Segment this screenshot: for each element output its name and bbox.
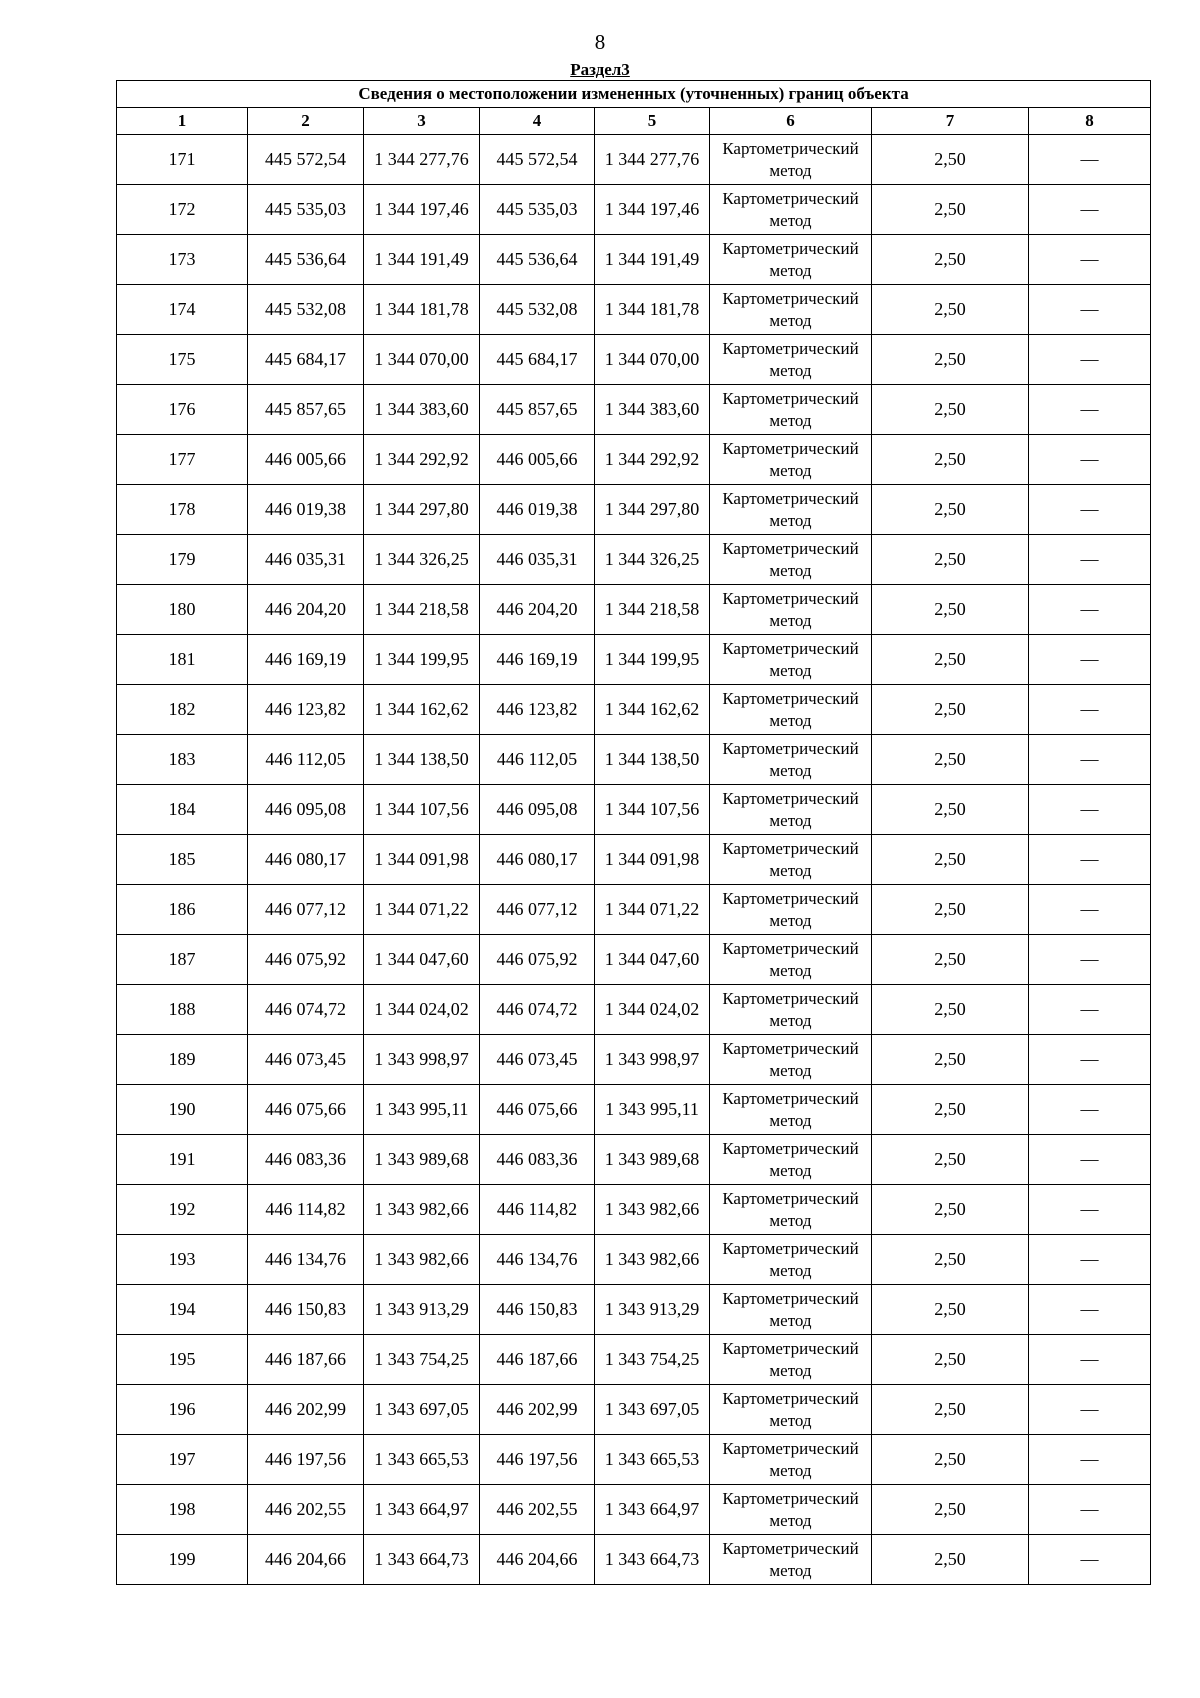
table-cell-col-2: 446 075,92: [248, 935, 364, 985]
table-cell-col-3: 1 344 091,98: [364, 835, 480, 885]
table-cell-col-6: Картометрический метод: [710, 635, 872, 685]
table-cell-col-1: 192: [117, 1185, 248, 1235]
table-cell-col-1: 188: [117, 985, 248, 1035]
table-row: [117, 885, 1151, 935]
table-cell-col-8: —: [1029, 1435, 1151, 1485]
table-cell-col-3: 1 344 297,80: [364, 485, 480, 535]
table-row: [117, 385, 1151, 435]
table-cell-col-5: 1 344 024,02: [595, 985, 710, 1035]
table-cell-col-4: 445 532,08: [480, 285, 595, 335]
table-cell-col-6: Картометрический метод: [710, 685, 872, 735]
table-cell-col-1: 197: [117, 1435, 248, 1485]
table-cell-col-6: Картометрический метод: [710, 285, 872, 335]
table-cell-col-5: 1 344 107,56: [595, 785, 710, 835]
table-cell-col-3: 1 344 107,56: [364, 785, 480, 835]
table-cell-col-3: 1 344 162,62: [364, 685, 480, 735]
table-cell-col-5: 1 344 197,46: [595, 185, 710, 235]
table-cell-col-7: 2,50: [872, 185, 1029, 235]
table-cell-col-2: 446 035,31: [248, 535, 364, 585]
table-row: [117, 1385, 1151, 1435]
table-cell-col-2: 446 019,38: [248, 485, 364, 535]
table-cell-col-7: 2,50: [872, 685, 1029, 735]
table-cell-col-2: 445 684,17: [248, 335, 364, 385]
table-cell-col-1: 189: [117, 1035, 248, 1085]
table-cell-col-2: 446 204,20: [248, 585, 364, 635]
table-cell-col-8: —: [1029, 1485, 1151, 1535]
table-row: [117, 785, 1151, 835]
table-cell-col-4: 446 197,56: [480, 1435, 595, 1485]
table-cell-col-4: 446 005,66: [480, 435, 595, 485]
table-row: [117, 285, 1151, 335]
table-cell-col-8: —: [1029, 1085, 1151, 1135]
table-cell-col-4: 446 074,72: [480, 985, 595, 1035]
table-cell-col-2: 445 535,03: [248, 185, 364, 235]
table-cell-col-3: 1 343 995,11: [364, 1085, 480, 1135]
table-cell-col-1: 193: [117, 1235, 248, 1285]
table-cell-col-2: 445 532,08: [248, 285, 364, 335]
table-cell-col-3: 1 344 181,78: [364, 285, 480, 335]
table-row: [117, 585, 1151, 635]
table-cell-col-5: 1 344 297,80: [595, 485, 710, 535]
table-cell-col-1: 186: [117, 885, 248, 935]
table-cell-col-4: 446 075,66: [480, 1085, 595, 1135]
table-cell-col-1: 195: [117, 1335, 248, 1385]
table-cell-col-7: 2,50: [872, 585, 1029, 635]
table-cell-col-7: 2,50: [872, 285, 1029, 335]
table-cell-col-2: 446 114,82: [248, 1185, 364, 1235]
table-cell-col-2: 446 112,05: [248, 735, 364, 785]
table-cell-col-5: 1 343 995,11: [595, 1085, 710, 1135]
table-cell-col-4: 445 536,64: [480, 235, 595, 285]
table-cell-col-6: Картометрический метод: [710, 1235, 872, 1285]
table-cell-col-4: 446 035,31: [480, 535, 595, 585]
column-number-3: 3: [364, 108, 480, 135]
table-cell-col-6: Картометрический метод: [710, 1435, 872, 1485]
table-cell-col-5: 1 343 697,05: [595, 1385, 710, 1435]
table-cell-col-5: 1 343 913,29: [595, 1285, 710, 1335]
table-cell-col-6: Картометрический метод: [710, 1385, 872, 1435]
table-cell-col-3: 1 343 754,25: [364, 1335, 480, 1385]
table-cell-col-2: 446 077,12: [248, 885, 364, 935]
table-cell-col-6: Картометрический метод: [710, 785, 872, 835]
table-cell-col-5: 1 344 162,62: [595, 685, 710, 735]
table-row: [117, 1085, 1151, 1135]
table-cell-col-3: 1 343 697,05: [364, 1385, 480, 1435]
table-cell-col-3: 1 343 665,53: [364, 1435, 480, 1485]
table-cell-col-5: 1 344 218,58: [595, 585, 710, 635]
table-cell-col-7: 2,50: [872, 735, 1029, 785]
table-row: [117, 1485, 1151, 1535]
table-cell-col-6: Картометрический метод: [710, 1085, 872, 1135]
table-cell-col-1: 176: [117, 385, 248, 435]
table-cell-col-6: Картометрический метод: [710, 435, 872, 485]
table-cell-col-3: 1 344 024,02: [364, 985, 480, 1035]
table-cell-col-4: 446 075,92: [480, 935, 595, 985]
table-cell-col-1: 194: [117, 1285, 248, 1335]
column-number-2: 2: [248, 108, 364, 135]
table-cell-col-2: 446 197,56: [248, 1435, 364, 1485]
table-cell-col-2: 446 187,66: [248, 1335, 364, 1385]
table-cell-col-1: 191: [117, 1135, 248, 1185]
table-cell-col-5: 1 344 199,95: [595, 635, 710, 685]
table-cell-col-4: 445 857,65: [480, 385, 595, 435]
table-cell-col-7: 2,50: [872, 235, 1029, 285]
table-cell-col-5: 1 343 989,68: [595, 1135, 710, 1185]
table-cell-col-6: Картометрический метод: [710, 485, 872, 535]
table-cell-col-3: 1 344 292,92: [364, 435, 480, 485]
table-cell-col-7: 2,50: [872, 1085, 1029, 1135]
table-cell-col-7: 2,50: [872, 885, 1029, 935]
table-cell-col-7: 2,50: [872, 135, 1029, 185]
table-cell-col-1: 173: [117, 235, 248, 285]
table-cell-col-7: 2,50: [872, 985, 1029, 1035]
table-cell-col-7: 2,50: [872, 1135, 1029, 1185]
table-cell-col-8: —: [1029, 535, 1151, 585]
table-cell-col-4: 445 572,54: [480, 135, 595, 185]
table-cell-col-7: 2,50: [872, 1285, 1029, 1335]
table-cell-col-6: Картометрический метод: [710, 835, 872, 885]
table-cell-col-5: 1 343 665,53: [595, 1435, 710, 1485]
table-cell-col-1: 171: [117, 135, 248, 185]
table-cell-col-3: 1 344 197,46: [364, 185, 480, 235]
table-cell-col-4: 445 684,17: [480, 335, 595, 385]
table-cell-col-3: 1 344 383,60: [364, 385, 480, 435]
table-cell-col-5: 1 344 277,76: [595, 135, 710, 185]
table-cell-col-5: 1 344 292,92: [595, 435, 710, 485]
table-cell-col-2: 446 134,76: [248, 1235, 364, 1285]
table-cell-col-7: 2,50: [872, 535, 1029, 585]
table-cell-col-6: Картометрический метод: [710, 1535, 872, 1585]
table-cell-col-1: 190: [117, 1085, 248, 1135]
table-cell-col-8: —: [1029, 985, 1151, 1035]
table-row: [117, 535, 1151, 585]
table-cell-col-3: 1 344 071,22: [364, 885, 480, 935]
table-cell-col-8: —: [1029, 1385, 1151, 1435]
table-cell-col-4: 446 112,05: [480, 735, 595, 785]
table-cell-col-5: 1 344 047,60: [595, 935, 710, 985]
table-cell-col-2: 445 572,54: [248, 135, 364, 185]
table-row: [117, 1135, 1151, 1185]
table-cell-col-5: 1 344 091,98: [595, 835, 710, 885]
table-row: [117, 835, 1151, 885]
table-cell-col-4: 446 187,66: [480, 1335, 595, 1385]
table-cell-col-2: 446 080,17: [248, 835, 364, 885]
table-cell-col-4: 446 114,82: [480, 1185, 595, 1235]
table-cell-col-6: Картометрический метод: [710, 235, 872, 285]
table-cell-col-8: —: [1029, 485, 1151, 535]
table-row: [117, 485, 1151, 535]
table-cell-col-8: —: [1029, 1335, 1151, 1385]
table-cell-col-5: 1 343 998,97: [595, 1035, 710, 1085]
table-cell-col-5: 1 344 383,60: [595, 385, 710, 435]
table-cell-col-2: 446 073,45: [248, 1035, 364, 1085]
table-cell-col-6: Картометрический метод: [710, 935, 872, 985]
table-cell-col-1: 172: [117, 185, 248, 235]
table-cell-col-8: —: [1029, 285, 1151, 335]
table-row: [117, 435, 1151, 485]
table-cell-col-2: 446 095,08: [248, 785, 364, 835]
table-cell-col-8: —: [1029, 135, 1151, 185]
table-row: [117, 635, 1151, 685]
table-cell-col-4: 446 083,36: [480, 1135, 595, 1185]
table-cell-col-4: 446 077,12: [480, 885, 595, 935]
table-cell-col-2: 446 150,83: [248, 1285, 364, 1335]
table-cell-col-5: 1 343 754,25: [595, 1335, 710, 1385]
column-number-1: 1: [117, 108, 248, 135]
table-row: [117, 1335, 1151, 1385]
table-cell-col-2: 445 857,65: [248, 385, 364, 435]
table-cell-col-3: 1 344 326,25: [364, 535, 480, 585]
table-cell-col-7: 2,50: [872, 1185, 1029, 1235]
table-cell-col-8: —: [1029, 835, 1151, 885]
table-cell-col-1: 187: [117, 935, 248, 985]
column-number-4: 4: [480, 108, 595, 135]
section-title: Раздел3: [570, 60, 630, 79]
table-cell-col-1: 182: [117, 685, 248, 735]
table-cell-col-3: 1 343 913,29: [364, 1285, 480, 1335]
table-cell-col-7: 2,50: [872, 1485, 1029, 1535]
table-cell-col-6: Картометрический метод: [710, 1485, 872, 1535]
table-cell-col-6: Картометрический метод: [710, 1035, 872, 1085]
table-cell-col-6: Картометрический метод: [710, 185, 872, 235]
table-cell-col-3: 1 343 998,97: [364, 1035, 480, 1085]
table-cell-col-1: 174: [117, 285, 248, 335]
table-cell-col-7: 2,50: [872, 835, 1029, 885]
table-cell-col-5: 1 343 664,97: [595, 1485, 710, 1535]
table-cell-col-8: —: [1029, 435, 1151, 485]
table-cell-col-4: 446 150,83: [480, 1285, 595, 1335]
table-cell-col-7: 2,50: [872, 1385, 1029, 1435]
table-cell-col-8: —: [1029, 385, 1151, 435]
table-row: [117, 135, 1151, 185]
table-cell-col-4: 446 169,19: [480, 635, 595, 685]
table-cell-col-2: 446 123,82: [248, 685, 364, 735]
table-cell-col-6: Картометрический метод: [710, 1335, 872, 1385]
table-cell-col-4: 445 535,03: [480, 185, 595, 235]
table-caption: Сведения о местоположении измененных (уточненных) границ объекта: [117, 81, 1151, 108]
table-cell-col-2: 446 202,55: [248, 1485, 364, 1535]
column-number-5: 5: [595, 108, 710, 135]
table-cell-col-8: —: [1029, 785, 1151, 835]
table-cell-col-8: —: [1029, 1035, 1151, 1085]
table-cell-col-8: —: [1029, 1135, 1151, 1185]
table-cell-col-3: 1 344 070,00: [364, 335, 480, 385]
column-number-6: 6: [710, 108, 872, 135]
table-cell-col-2: 446 202,99: [248, 1385, 364, 1435]
table-cell-col-2: 446 204,66: [248, 1535, 364, 1585]
table-cell-col-3: 1 343 664,97: [364, 1485, 480, 1535]
table-cell-col-3: 1 344 138,50: [364, 735, 480, 785]
table-cell-col-4: 446 080,17: [480, 835, 595, 885]
table-cell-col-4: 446 134,76: [480, 1235, 595, 1285]
table-cell-col-8: —: [1029, 335, 1151, 385]
table-cell-col-6: Картометрический метод: [710, 1285, 872, 1335]
boundary-table: [116, 80, 1151, 1585]
table-cell-col-5: 1 344 191,49: [595, 235, 710, 285]
table-cell-col-5: 1 344 138,50: [595, 735, 710, 785]
table-cell-col-7: 2,50: [872, 1335, 1029, 1385]
table-cell-col-7: 2,50: [872, 435, 1029, 485]
table-cell-col-7: 2,50: [872, 335, 1029, 385]
table-cell-col-7: 2,50: [872, 1235, 1029, 1285]
table-cell-col-3: 1 344 218,58: [364, 585, 480, 635]
table-cell-col-6: Картометрический метод: [710, 385, 872, 435]
table-cell-col-3: 1 343 982,66: [364, 1235, 480, 1285]
table-cell-col-8: —: [1029, 685, 1151, 735]
table-cell-col-1: 180: [117, 585, 248, 635]
table-cell-col-8: —: [1029, 235, 1151, 285]
table-row: [117, 1435, 1151, 1485]
table-cell-col-8: —: [1029, 735, 1151, 785]
table-cell-col-1: 198: [117, 1485, 248, 1535]
table-cell-col-4: 446 204,66: [480, 1535, 595, 1585]
page-number: 8: [594, 30, 606, 54]
table-cell-col-5: 1 344 070,00: [595, 335, 710, 385]
table-cell-col-4: 446 202,55: [480, 1485, 595, 1535]
table-row: [117, 185, 1151, 235]
table-cell-col-1: 175: [117, 335, 248, 385]
table-cell-col-3: 1 343 664,73: [364, 1535, 480, 1585]
table-cell-col-4: 446 095,08: [480, 785, 595, 835]
table-cell-col-3: 1 344 199,95: [364, 635, 480, 685]
table-row: [117, 1535, 1151, 1585]
table-cell-col-5: 1 343 982,66: [595, 1235, 710, 1285]
table-cell-col-1: 181: [117, 635, 248, 685]
table-row: [117, 1185, 1151, 1235]
table-cell-col-8: —: [1029, 1185, 1151, 1235]
table-cell-col-7: 2,50: [872, 385, 1029, 435]
table-cell-col-5: 1 344 326,25: [595, 535, 710, 585]
table-cell-col-2: 446 005,66: [248, 435, 364, 485]
table-cell-col-8: —: [1029, 1235, 1151, 1285]
table-cell-col-2: 446 083,36: [248, 1135, 364, 1185]
table-cell-col-7: 2,50: [872, 785, 1029, 835]
table-cell-col-3: 1 343 982,66: [364, 1185, 480, 1235]
table-row: [117, 235, 1151, 285]
table-cell-col-6: Картометрический метод: [710, 885, 872, 935]
table-row: [117, 735, 1151, 785]
column-number-row: [117, 108, 1151, 135]
table-row: [117, 1285, 1151, 1335]
table-cell-col-3: 1 343 989,68: [364, 1135, 480, 1185]
table-cell-col-6: Картометрический метод: [710, 335, 872, 385]
table-cell-col-7: 2,50: [872, 635, 1029, 685]
table-cell-col-2: 446 169,19: [248, 635, 364, 685]
table-cell-col-4: 446 019,38: [480, 485, 595, 535]
table-cell-col-4: 446 202,99: [480, 1385, 595, 1435]
table-cell-col-2: 446 074,72: [248, 985, 364, 1035]
table-cell-col-6: Картометрический метод: [710, 585, 872, 635]
table-cell-col-4: 446 073,45: [480, 1035, 595, 1085]
table-cell-col-1: 196: [117, 1385, 248, 1435]
table-cell-col-5: 1 343 664,73: [595, 1535, 710, 1585]
table-cell-col-6: Картометрический метод: [710, 135, 872, 185]
table-row: [117, 1235, 1151, 1285]
table-cell-col-1: 177: [117, 435, 248, 485]
table-cell-col-6: Картометрический метод: [710, 735, 872, 785]
table-cell-col-5: 1 344 181,78: [595, 285, 710, 335]
table-cell-col-3: 1 344 191,49: [364, 235, 480, 285]
table-cell-col-7: 2,50: [872, 1535, 1029, 1585]
table-cell-col-4: 446 204,20: [480, 585, 595, 635]
table-row: [117, 1035, 1151, 1085]
table-cell-col-7: 2,50: [872, 485, 1029, 535]
table-cell-col-1: 179: [117, 535, 248, 585]
table-cell-col-8: —: [1029, 185, 1151, 235]
table-cell-col-6: Картометрический метод: [710, 1185, 872, 1235]
table-cell-col-1: 185: [117, 835, 248, 885]
table-cell-col-6: Картометрический метод: [710, 535, 872, 585]
table-cell-col-8: —: [1029, 885, 1151, 935]
table-cell-col-1: 199: [117, 1535, 248, 1585]
table-cell-col-7: 2,50: [872, 1035, 1029, 1085]
table-row: [117, 985, 1151, 1035]
table-cell-col-1: 184: [117, 785, 248, 835]
table-cell-col-8: —: [1029, 635, 1151, 685]
table-cell-col-8: —: [1029, 1285, 1151, 1335]
table-row: [117, 335, 1151, 385]
column-number-7: 7: [872, 108, 1029, 135]
table-cell-col-3: 1 344 277,76: [364, 135, 480, 185]
table-cell-col-8: —: [1029, 1535, 1151, 1585]
table-cell-col-1: 183: [117, 735, 248, 785]
table-cell-col-6: Картометрический метод: [710, 1135, 872, 1185]
table-row: [117, 935, 1151, 985]
table-cell-col-7: 2,50: [872, 1435, 1029, 1485]
table-row: [117, 685, 1151, 735]
table-cell-col-1: 178: [117, 485, 248, 535]
table-cell-col-4: 446 123,82: [480, 685, 595, 735]
table-cell-col-8: —: [1029, 585, 1151, 635]
column-number-8: 8: [1029, 108, 1151, 135]
table-body: [117, 135, 1151, 1585]
table-cell-col-8: —: [1029, 935, 1151, 985]
table-cell-col-2: 446 075,66: [248, 1085, 364, 1135]
table-cell-col-2: 445 536,64: [248, 235, 364, 285]
table-cell-col-7: 2,50: [872, 935, 1029, 985]
table-cell-col-6: Картометрический метод: [710, 985, 872, 1035]
table-cell-col-5: 1 343 982,66: [595, 1185, 710, 1235]
table-cell-col-3: 1 344 047,60: [364, 935, 480, 985]
table-cell-col-5: 1 344 071,22: [595, 885, 710, 935]
